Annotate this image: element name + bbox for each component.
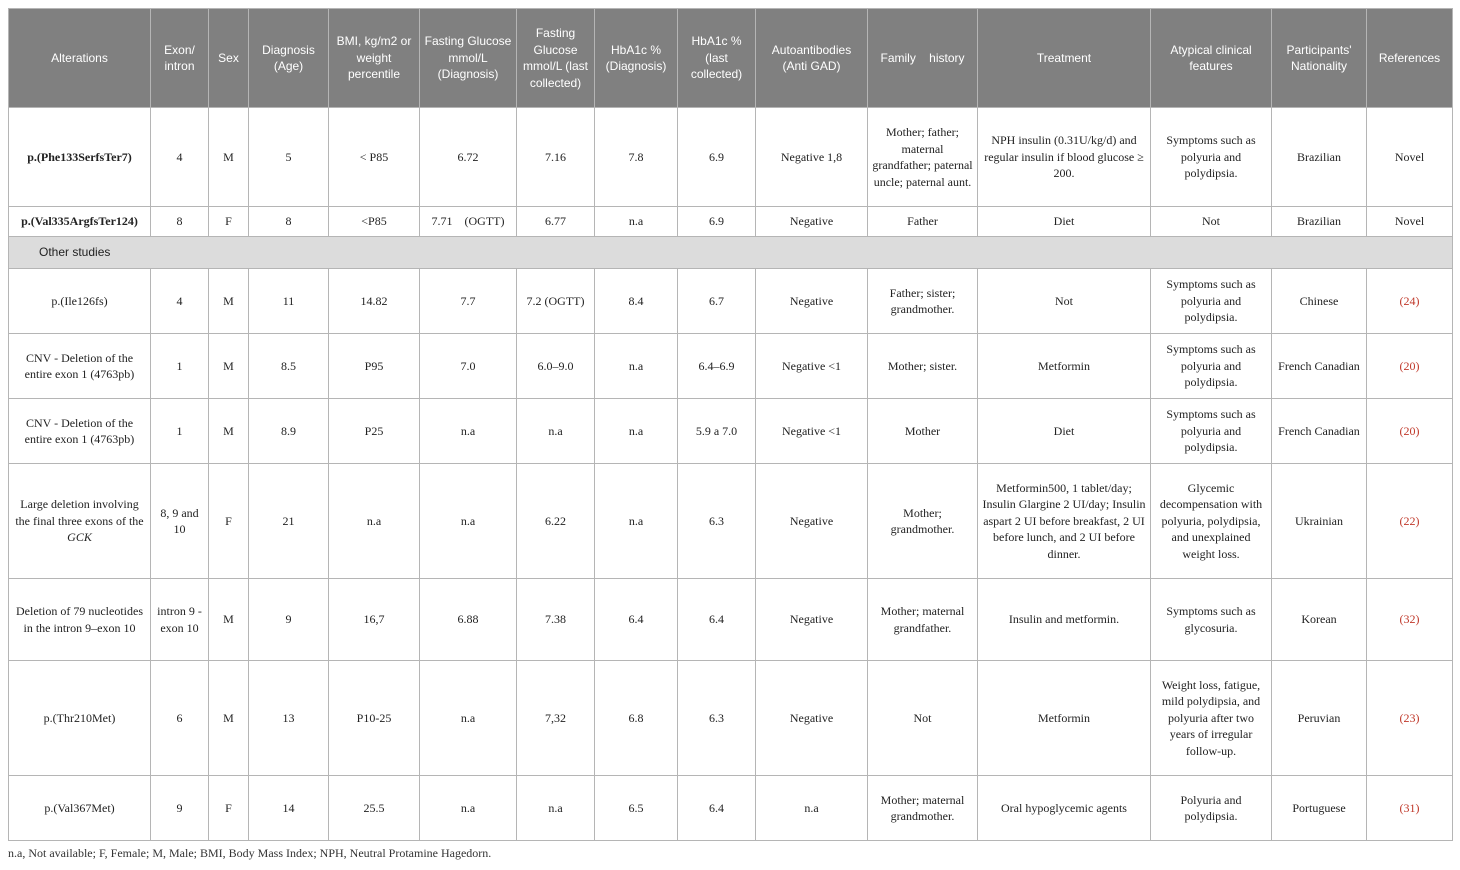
cell-nationality: Brazilian — [1272, 108, 1367, 207]
cell-bmi: 14.82 — [329, 269, 420, 334]
header-atypical-features: Atypical clinical features — [1151, 9, 1272, 108]
cell-treatment: Metformin — [978, 334, 1151, 399]
header-hba1c-diagnosis: HbA1c % (Diagnosis) — [595, 9, 678, 108]
cell-ref: Novel — [1367, 108, 1453, 207]
cell-alteration: p.(Val367Met) — [9, 776, 151, 841]
cell-autoab: Negative <1 — [756, 334, 868, 399]
cell-treatment: Insulin and metformin. — [978, 579, 1151, 661]
cell-age: 8.9 — [249, 399, 329, 464]
cell-sex: M — [209, 399, 249, 464]
cell-hba1c-last: 6.7 — [678, 269, 756, 334]
cell-treatment: Diet — [978, 399, 1151, 464]
cell-exon: 8, 9 and 10 — [151, 464, 209, 579]
table-footnote: n.a, Not available; F, Female; M, Male; BMI, Body Mass Index; NPH, Neutral Protamine Hagedorn. — [8, 846, 492, 860]
cell-treatment: Not — [978, 269, 1151, 334]
cell-fg-last: 7.16 — [517, 108, 595, 207]
cell-fg-dx: 7.71 (OGTT) — [420, 207, 517, 237]
cell-nationality: Brazilian — [1272, 207, 1367, 237]
cell-age: 21 — [249, 464, 329, 579]
cell-features: Symptoms such as polyuria and polydipsia. — [1151, 399, 1272, 464]
cell-alteration: p.(Ile126fs) — [9, 269, 151, 334]
cell-bmi: < P85 — [329, 108, 420, 207]
header-fasting-glucose-diagnosis: Fasting Glucose mmol/L (Diagnosis) — [420, 9, 517, 108]
cell-hba1c-last: 6.4–6.9 — [678, 334, 756, 399]
header-treatment: Treatment — [978, 9, 1151, 108]
cell-fg-dx: 6.72 — [420, 108, 517, 207]
table-row — [9, 464, 1453, 579]
cell-hba1c-last: 6.3 — [678, 661, 756, 776]
cell-fg-dx: n.a — [420, 776, 517, 841]
cell-sex: F — [209, 776, 249, 841]
cell-ref-link[interactable]: (31) — [1367, 776, 1453, 841]
cell-family: Mother; maternal grandmother. — [868, 776, 978, 841]
cell-age: 8 — [249, 207, 329, 237]
data-table — [8, 8, 1453, 841]
cell-alteration: p.(Thr210Met) — [9, 661, 151, 776]
cell-family: Mother; father; maternal grandfather; paternal uncle; paternal aunt. — [868, 108, 978, 207]
cell-hba1c-dx: 8.4 — [595, 269, 678, 334]
cell-features: Glycemic decompensation with polyuria, polydipsia, and unexplained weight loss. — [1151, 464, 1272, 579]
cell-exon: 1 — [151, 334, 209, 399]
cell-hba1c-last: 6.9 — [678, 207, 756, 237]
cell-exon: 4 — [151, 269, 209, 334]
cell-family: Mother; grandmother. — [868, 464, 978, 579]
cell-sex: M — [209, 108, 249, 207]
header-family-history: Family history — [868, 9, 978, 108]
table-container — [8, 8, 1452, 841]
cell-fg-last: 7.38 — [517, 579, 595, 661]
cell-alteration: Deletion of 79 nucleotides in the intron 9–exon 10 — [9, 579, 151, 661]
cell-age: 8.5 — [249, 334, 329, 399]
cell-ref-link[interactable]: (23) — [1367, 661, 1453, 776]
cell-hba1c-last: 6.9 — [678, 108, 756, 207]
cell-treatment: Oral hypoglycemic agents — [978, 776, 1151, 841]
cell-age: 11 — [249, 269, 329, 334]
section-label: Other studies — [9, 237, 1453, 269]
cell-hba1c-dx: 6.8 — [595, 661, 678, 776]
cell-ref-link[interactable]: (32) — [1367, 579, 1453, 661]
cell-family: Mother — [868, 399, 978, 464]
cell-bmi: n.a — [329, 464, 420, 579]
cell-features: Symptoms such as glycosuria. — [1151, 579, 1272, 661]
cell-autoab: Negative — [756, 661, 868, 776]
cell-features: Polyuria and polydipsia. — [1151, 776, 1272, 841]
cell-fg-dx: 7.0 — [420, 334, 517, 399]
cell-family: Father — [868, 207, 978, 237]
cell-exon: 9 — [151, 776, 209, 841]
cell-age: 9 — [249, 579, 329, 661]
cell-ref: Novel — [1367, 207, 1453, 237]
cell-sex: M — [209, 579, 249, 661]
cell-ref-link[interactable]: (20) — [1367, 399, 1453, 464]
cell-exon: 6 — [151, 661, 209, 776]
table-row — [9, 399, 1453, 464]
cell-fg-last: n.a — [517, 776, 595, 841]
cell-sex: M — [209, 334, 249, 399]
cell-nationality: Chinese — [1272, 269, 1367, 334]
cell-fg-last: 7,32 — [517, 661, 595, 776]
cell-exon: intron 9 - exon 10 — [151, 579, 209, 661]
header-hba1c-last: HbA1c % (last collected) — [678, 9, 756, 108]
cell-fg-dx: n.a — [420, 464, 517, 579]
cell-autoab: Negative — [756, 207, 868, 237]
header-alterations: Alterations — [9, 9, 151, 108]
cell-alteration: CNV - Deletion of the entire exon 1 (4763pb) — [9, 399, 151, 464]
cell-nationality: French Canadian — [1272, 334, 1367, 399]
cell-ref-link[interactable]: (24) — [1367, 269, 1453, 334]
section-row — [9, 237, 1453, 269]
cell-hba1c-last: 5.9 a 7.0 — [678, 399, 756, 464]
cell-hba1c-dx: n.a — [595, 464, 678, 579]
cell-age: 13 — [249, 661, 329, 776]
cell-hba1c-last: 6.3 — [678, 464, 756, 579]
cell-features: Symptoms such as polyuria and polydipsia. — [1151, 108, 1272, 207]
cell-treatment: NPH insulin (0.31U/kg/d) and regular insulin if blood glucose ≥ 200. — [978, 108, 1151, 207]
table-row — [9, 108, 1453, 207]
cell-ref-link[interactable]: (22) — [1367, 464, 1453, 579]
cell-bmi: <P85 — [329, 207, 420, 237]
cell-autoab: Negative — [756, 269, 868, 334]
cell-fg-dx: n.a — [420, 661, 517, 776]
cell-family: Not — [868, 661, 978, 776]
cell-exon: 4 — [151, 108, 209, 207]
header-fasting-glucose-last: Fasting Glucose mmol/L (last collected) — [517, 9, 595, 108]
cell-autoab: Negative 1,8 — [756, 108, 868, 207]
table-row — [9, 661, 1453, 776]
cell-alteration: Large deletion involving the final three exons of the GCK — [9, 464, 151, 579]
cell-hba1c-dx: 6.5 — [595, 776, 678, 841]
cell-nationality: Portuguese — [1272, 776, 1367, 841]
cell-alteration: p.(Val335ArgfsTer124) — [9, 207, 151, 237]
header-nationality: Participants' Nationality — [1272, 9, 1367, 108]
cell-exon: 8 — [151, 207, 209, 237]
cell-family: Mother; sister. — [868, 334, 978, 399]
cell-sex: M — [209, 269, 249, 334]
cell-family: Mother; maternal grandfather. — [868, 579, 978, 661]
cell-bmi: 16,7 — [329, 579, 420, 661]
cell-sex: F — [209, 464, 249, 579]
cell-fg-dx: 7.7 — [420, 269, 517, 334]
cell-features: Not — [1151, 207, 1272, 237]
table-row — [9, 579, 1453, 661]
cell-fg-last: 6.22 — [517, 464, 595, 579]
cell-nationality: Ukrainian — [1272, 464, 1367, 579]
cell-autoab: n.a — [756, 776, 868, 841]
cell-features: Symptoms such as polyuria and polydipsia. — [1151, 269, 1272, 334]
cell-hba1c-dx: n.a — [595, 334, 678, 399]
cell-nationality: French Canadian — [1272, 399, 1367, 464]
header-bmi: BMI, kg/m2 or weight percentile — [329, 9, 420, 108]
cell-family: Father; sister; grandmother. — [868, 269, 978, 334]
cell-hba1c-dx: n.a — [595, 399, 678, 464]
header-references: References — [1367, 9, 1453, 108]
cell-bmi: P25 — [329, 399, 420, 464]
header-row — [9, 9, 1453, 108]
cell-sex: F — [209, 207, 249, 237]
cell-fg-last: 7.2 (OGTT) — [517, 269, 595, 334]
cell-alteration: p.(Phe133SerfsTer7) — [9, 108, 151, 207]
cell-alteration: CNV - Deletion of the entire exon 1 (4763pb) — [9, 334, 151, 399]
cell-fg-dx: n.a — [420, 399, 517, 464]
cell-ref-link[interactable]: (20) — [1367, 334, 1453, 399]
table-row — [9, 334, 1453, 399]
cell-nationality: Peruvian — [1272, 661, 1367, 776]
header-diagnosis-age: Diagnosis (Age) — [249, 9, 329, 108]
cell-fg-last: 6.0–9.0 — [517, 334, 595, 399]
header-autoantibodies: Autoantibodies (Anti GAD) — [756, 9, 868, 108]
table-row — [9, 269, 1453, 334]
cell-features: Weight loss, fatigue, mild polydipsia, and polyuria after two years of irregular follow-up. — [1151, 661, 1272, 776]
cell-hba1c-dx: 7.8 — [595, 108, 678, 207]
cell-hba1c-last: 6.4 — [678, 579, 756, 661]
cell-bmi: P95 — [329, 334, 420, 399]
cell-autoab: Negative — [756, 464, 868, 579]
table-row — [9, 776, 1453, 841]
cell-bmi: 25.5 — [329, 776, 420, 841]
cell-treatment: Metformin500, 1 tablet/day; Insulin Glargine 2 UI/day; Insulin aspart 2 UI before breakfast, 2 UI before lunch, and 2 UI before dinner. — [978, 464, 1151, 579]
cell-fg-dx: 6.88 — [420, 579, 517, 661]
cell-hba1c-dx: 6.4 — [595, 579, 678, 661]
cell-fg-last: n.a — [517, 399, 595, 464]
cell-sex: M — [209, 661, 249, 776]
cell-treatment: Diet — [978, 207, 1151, 237]
cell-exon: 1 — [151, 399, 209, 464]
cell-hba1c-dx: n.a — [595, 207, 678, 237]
cell-autoab: Negative — [756, 579, 868, 661]
cell-nationality: Korean — [1272, 579, 1367, 661]
cell-treatment: Metformin — [978, 661, 1151, 776]
cell-autoab: Negative <1 — [756, 399, 868, 464]
header-sex: Sex — [209, 9, 249, 108]
table-row — [9, 207, 1453, 237]
cell-age: 14 — [249, 776, 329, 841]
cell-hba1c-last: 6.4 — [678, 776, 756, 841]
cell-bmi: P10-25 — [329, 661, 420, 776]
cell-features: Symptoms such as polyuria and polydipsia. — [1151, 334, 1272, 399]
cell-fg-last: 6.77 — [517, 207, 595, 237]
header-exon-intron: Exon/ intron — [151, 9, 209, 108]
cell-age: 5 — [249, 108, 329, 207]
